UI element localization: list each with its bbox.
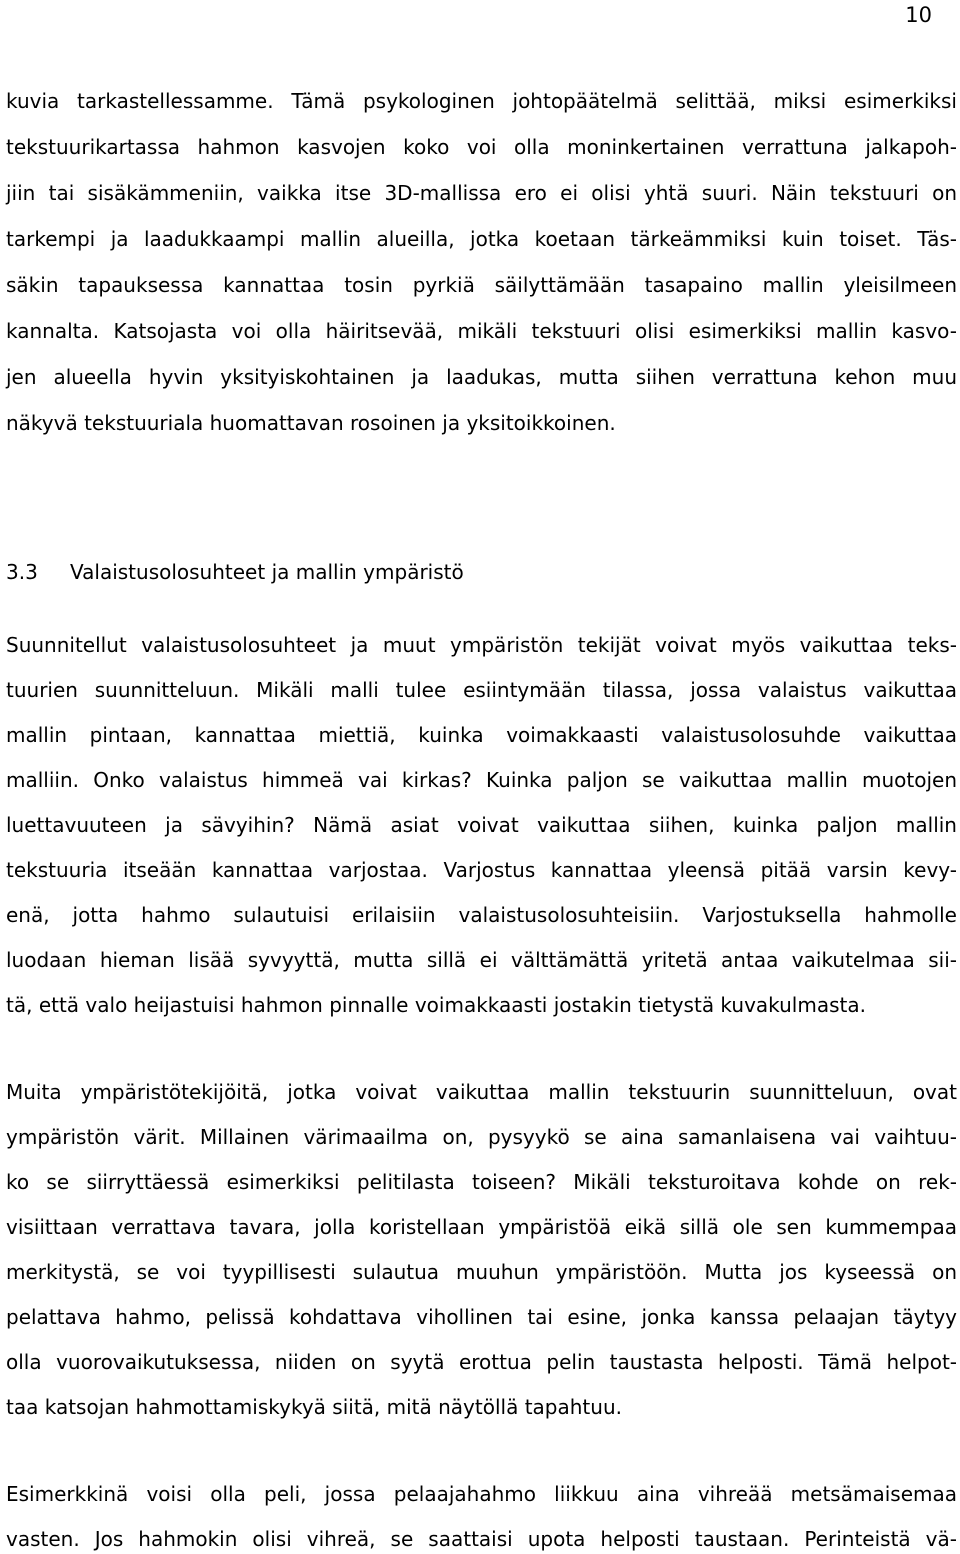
text-line: visiittaan verrattava tavara, jolla koristellaan ympäristöä eikä sillä ole sen kummempaa [6, 1215, 957, 1239]
text-line: merkitystä, se voi tyypillisesti sulautua muuhun ympäristöön. Mutta jos kyseessä on [6, 1260, 957, 1284]
text-line: mallin pintaan, kannattaa miettiä, kuinka voimakkaasti valaistusolosuhde vaikuttaa [6, 723, 957, 747]
text-line: tekstuurikartassa hahmon kasvojen koko voi olla moninkertainen verrattuna jalkapoh- [6, 135, 957, 159]
text-line: tekstuuria itseään kannattaa varjostaa. Varjostus kannattaa yleensä pitää varsin kevy- [6, 858, 957, 882]
text-line: malliin. Onko valaistus himmeä vai kirkas? Kuinka paljon se vaikuttaa mallin muotojen [6, 768, 957, 792]
text-line: luettavuuteen ja sävyihin? Nämä asiat voivat vaikuttaa siihen, kuinka paljon mallin [6, 813, 957, 837]
text-line: tä, että valo heijastuisi hahmon pinnalle voimakkaasti jostakin tietystä kuvakulmasta. [6, 993, 866, 1017]
text-line: jen alueella hyvin yksityiskohtainen ja laadukas, mutta siihen verrattuna kehon muu [6, 365, 957, 389]
text-line: vasten. Jos hahmokin olisi vihreä, se saattaisi upota helposti taustaan. Perinteistä vä- [6, 1527, 957, 1551]
text-line: kannalta. Katsojasta voi olla häiritsevää, mikäli tekstuuri olisi esimerkiksi mallin kasvo- [6, 319, 957, 343]
text-line: olla vuorovaikutuksessa, niiden on syytä erottua pelin taustasta helposti. Tämä helpot- [6, 1350, 957, 1374]
text-line: kuvia tarkastellessamme. Tämä psykologinen johtopäätelmä selittää, miksi esimerkiksi [6, 89, 957, 113]
text-line: tarkempi ja laadukkaampi mallin alueilla, jotka koetaan tärkeämmiksi kuin toiset. Täs- [6, 227, 957, 251]
text-line: näkyvä tekstuuriala huomattavan rosoinen ja yksitoikkoinen. [6, 411, 616, 435]
text-line: Muita ympäristötekijöitä, jotka voivat vaikuttaa mallin tekstuurin suunnitteluun, ovat [6, 1080, 957, 1104]
section-title: Valaistusolosuhteet ja mallin ympäristö [70, 560, 464, 584]
text-line: säkin tapauksessa kannattaa tosin pyrkiä säilyttämään tasapaino mallin yleisilmeen [6, 273, 957, 297]
text-line: ympäristön värit. Millainen värimaailma on, pysyykö se aina samanlaisena vai vaihtuu- [6, 1125, 957, 1149]
text-line: Suunnitellut valaistusolosuhteet ja muut ympäristön tekijät voivat myös vaikuttaa teks- [6, 633, 957, 657]
text-line: Esimerkkinä voisi olla peli, jossa pelaajahahmo liikkuu aina vihreää metsämaisemaa [6, 1482, 957, 1506]
text-line: pelattava hahmo, pelissä kohdattava vihollinen tai esine, jonka kanssa pelaajan täytyy [6, 1305, 957, 1329]
text-line: tuurien suunnitteluun. Mikäli malli tulee esiintymään tilassa, jossa valaistus vaikuttaa [6, 678, 957, 702]
text-line: taa katsojan hahmottamiskykyä siitä, mitä näytöllä tapahtuu. [6, 1395, 622, 1419]
section-heading [6, 559, 464, 585]
text-line: ko se siirryttäessä esimerkiksi pelitilasta toiseen? Mikäli teksturoitava kohde on rek- [6, 1170, 957, 1194]
text-line: luodaan hieman lisää syvyyttä, mutta sillä ei välttämättä yritetä antaa vaikutelmaa sii- [6, 948, 957, 972]
section-number: 3.3 [6, 560, 38, 584]
text-line: enä, jotta hahmo sulautuisi erilaisiin valaistusolosuhteisiin. Varjostuksella hahmolle [6, 903, 957, 927]
text-line: jiin tai sisäkämmeniin, vaikka itse 3D-mallissa ero ei olisi yhtä suuri. Näin tekstuuri on [6, 181, 957, 205]
page-number: 10 [905, 3, 932, 27]
